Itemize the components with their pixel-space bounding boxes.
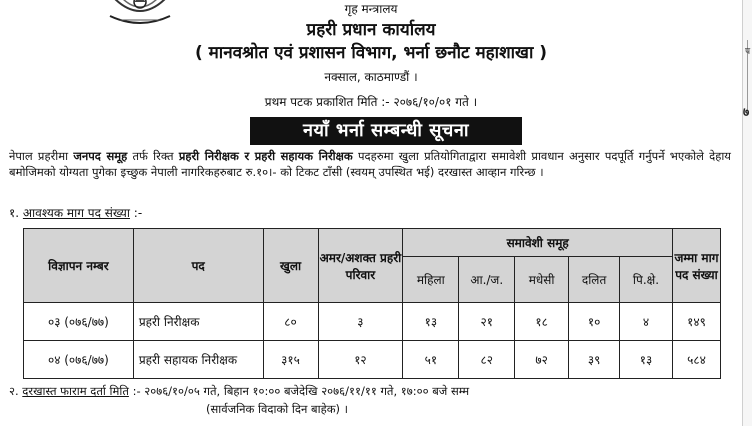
intro-paragraph <box>9 148 731 180</box>
section2-text: :- २०७६/१०/०५ गते, बिहान १०:०० बजेदेखि २०७६/११/११ गते, १७:०० बजे सम्म <box>128 384 470 398</box>
cell-backward: १३ <box>620 341 673 379</box>
cell-martyr-family: ३ <box>318 303 403 341</box>
table-row <box>24 341 721 379</box>
section2-title: दरखास्त फाराम दर्ता मिति <box>22 384 129 398</box>
intro-bold-1: जनपद समूह <box>73 149 128 163</box>
subheader-janajati: आ./ज. <box>459 257 515 303</box>
cell-open: ८० <box>263 303 318 341</box>
cell-total: १४९ <box>672 303 720 341</box>
table-row <box>24 303 721 341</box>
cell-women: ५१ <box>403 341 459 379</box>
cell-ad-number: ०३ (०७६/७७) <box>24 303 134 341</box>
publish-date: प्रथम पटक प्रकाशित मिति :- २०७६/१०/०१ गते । <box>264 95 478 109</box>
subheader-madhesi: मधेसी <box>515 257 569 303</box>
cell-martyr-family: १२ <box>318 341 403 379</box>
posts-table <box>23 228 721 379</box>
office-name: प्रहरी प्रधान कार्यालय <box>306 20 436 40</box>
cell-dalit: ३९ <box>569 341 620 379</box>
intro-text-3: पदहरुमा खुला प्रतियोगिताद्वारा समावेशी प्रावधान अनुसार पदपूर्ति गर्नुपर्ने भएकोले देहाय बमोजिमको योग्यता पुगेका इच्छुक नेपाली नागरिकहरुबाट रु.१०।- को टिकट टाँसी (स्वयम् उपस्थित भई) दरखास्त आव्हान गरिन्छ । <box>9 149 731 179</box>
cell-janajati: ८२ <box>459 341 515 379</box>
section2-note: (सार्वजनिक विदाको दिन बाहेक) । <box>206 402 349 416</box>
cell-post: प्रहरी निरीक्षक <box>133 303 263 341</box>
cell-madhesi: १८ <box>515 303 569 341</box>
section1-title: आवश्यक माग पद संख्या <box>22 206 130 220</box>
cell-janajati: २१ <box>459 303 515 341</box>
header-post: पद <box>133 229 263 303</box>
cell-madhesi: ७२ <box>515 341 569 379</box>
header-martyr-family: अमर/अशक्त प्रहरी परिवार <box>318 229 403 303</box>
cell-open: ३१५ <box>263 341 318 379</box>
office-address: नक्साल, काठमाण्डौं । <box>324 70 418 84</box>
intro-bold-2: प्रहरी निरीक्षक र प्रहरी सहायक निरीक्षक <box>178 149 353 163</box>
section1-suffix: :- <box>129 206 143 220</box>
cell-dalit: १० <box>569 303 620 341</box>
adjacent-page-edge <box>742 0 752 426</box>
section1-number: १. <box>9 206 20 220</box>
subheader-backward: पि.क्षे. <box>620 257 673 303</box>
cell-post: प्रहरी सहायक निरीक्षक <box>133 341 263 379</box>
department-name: ( मानवश्रोत एवं प्रशासन विभाग, भर्ना छनौट महाशाखा ) <box>194 43 548 63</box>
cell-backward: ४ <box>620 303 673 341</box>
cell-total: ५८४ <box>672 341 720 379</box>
edge-mark-bottom: ७ <box>743 105 750 119</box>
header-open: खुला <box>263 229 318 303</box>
cell-ad-number: ०४ (०७६/७७) <box>24 341 134 379</box>
cell-women: १३ <box>403 303 459 341</box>
subheader-women: महिला <box>403 257 459 303</box>
notice-title-banner: नयाँ भर्ना सम्बन्धी सूचना <box>250 117 522 145</box>
subheader-dalit: दलित <box>569 257 620 303</box>
header-total: जम्मा माग पद संख्या <box>672 229 720 303</box>
ministry-name: गृह मन्त्रालय <box>344 2 398 16</box>
section2-number: २. <box>9 384 19 398</box>
intro-text-2: तर्फ रिक्त <box>127 149 179 163</box>
intro-text-1: नेपाल प्रहरीमा <box>9 149 74 163</box>
header-inclusive-group: समावेशी समूह <box>403 229 673 257</box>
edge-mark-top: प <box>745 47 751 57</box>
section2-line <box>9 384 469 399</box>
section1-heading <box>9 204 142 221</box>
header-ad-number: विज्ञापन नम्बर <box>24 229 134 303</box>
